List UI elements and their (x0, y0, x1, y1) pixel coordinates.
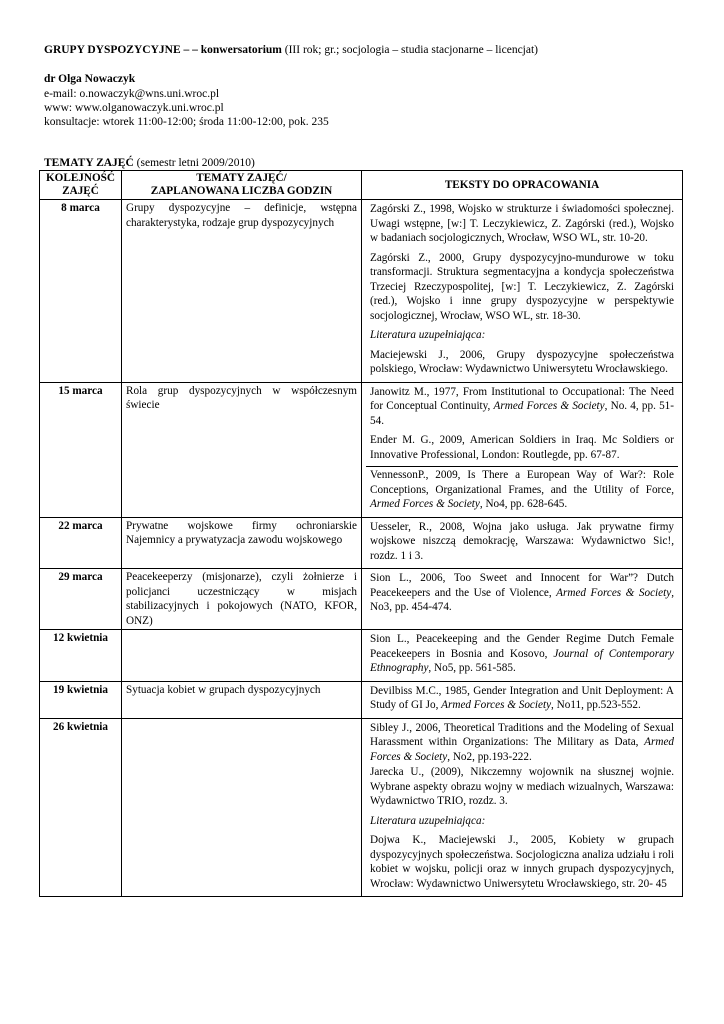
journal-title: Armed Forces & Society (493, 400, 605, 412)
header-topics-line2: ZAPLANOWANA LICZBA GODZIN (150, 185, 333, 197)
reading-citation: , No3, pp. 454-474. (370, 586, 674, 613)
reading-citation: , No5, pp. 561-585. (428, 662, 516, 674)
reading-entry (366, 631, 678, 680)
table-row (40, 382, 683, 517)
session-readings (362, 382, 683, 517)
journal-title: Armed Forces & Society (441, 699, 552, 711)
table-row (40, 718, 683, 897)
header-topics-line1: TEMATY ZAJĘĆ/ (196, 172, 287, 184)
lecturer-website: www: www.olganowaczyk.uni.wroc.pl (44, 102, 224, 114)
reading-entry: Jarecka U., (2009), Nikczemny wojownik na słusznej wojnie. Wybrane aspekty obrazu wojny w mediach wizualnych, Warszawa: Wydawnictwo TRIO, rozdz. 3. (370, 766, 674, 807)
supplementary-label: Literatura uzupełniająca: (370, 814, 486, 827)
reading-text: VennessonP., 2009, Is There a European Way of War?: Role Conceptions, Organizational Frames, and the Utility of Force, (370, 469, 674, 496)
session-topic: Sytuacja kobiet w grupach dyspozycyjnych (122, 681, 362, 718)
header-order-line2: ZAJĘĆ (62, 185, 99, 197)
session-date: 26 kwietnia (40, 718, 122, 897)
section-heading-bold: TEMATY ZAJĘĆ (44, 157, 134, 169)
table-header-row (40, 171, 683, 200)
table-row (40, 630, 683, 682)
session-readings (362, 569, 683, 630)
reading-entry: Zagórski Z., 2000, Grupy dyspozycyjno-mundurowe w toku transformacji. Struktura segmentacyjna a kondycja społeczeństwa Trzeciej Rzeczypospolitej, [w:] T. Leczykiewicz, Z. Zagórski (red.), Wojsko i inne grupy dyspozycyjne w perspektywie socjologicznej, Wrocław, WSO WL, str. 18-30. (370, 251, 674, 322)
session-readings (362, 718, 683, 897)
session-topic (122, 718, 362, 897)
reading-text: Janowitz M., 1977, From Institutional to Occupational: The Need for Conceptual Continuity, (370, 385, 674, 412)
reading-entry: Zagórski Z., 1998, Wojsko w strukturze i świadomości społecznej. Uwagi wstępne, [w:] T. Leczykiewicz, Z. Zagórski (red.), Wojsko w badaniach socjologicznych, Wrocław, WSO WL, str. 10-20. (370, 203, 674, 244)
course-title-bold: GRUPY DYSPOZYCYJNE – – konwersatorium (44, 44, 282, 56)
header-order-line1: KOLEJNOŚĆ (45, 172, 115, 184)
reading-text: Sion L., 2006, Too Sweet and Innocent for War”? Dutch Peacekeepers and the Use of Violence, (370, 572, 674, 599)
lecturer-name: dr Olga Nowaczyk (44, 73, 136, 85)
session-readings (362, 200, 683, 383)
session-topic: Peacekeeperzy (misjonarze), czyli żołnierze i policjanci uczestniczący w misjach stabilizacyjnych i pokojowych (NATO, KFOR, ONZ) (122, 569, 362, 630)
session-date: 22 marca (40, 517, 122, 569)
lecturer-email: e-mail: o.nowaczyk@wns.uni.wroc.pl (44, 88, 220, 100)
reading-text: Sion L., Peacekeeping and the Gender Regime Dutch Female Peacekeepers in Bosnia and Kosovo, (370, 633, 674, 660)
journal-title: Armed Forces & Society (370, 736, 674, 763)
table-row (40, 200, 683, 383)
table-row (40, 569, 683, 630)
session-topic (122, 630, 362, 682)
header-order (40, 171, 122, 200)
journal-title: Armed Forces & Society (370, 498, 480, 510)
supplementary-label: Literatura uzupełniająca: (370, 329, 486, 341)
table-row (40, 681, 683, 718)
session-topic: Rola grup dyspozycyjnych w współczesnym świecie (122, 382, 362, 517)
office-hours: konsultacje: wtorek 11:00-12:00; środa 11:00-12:00, pok. 235 (44, 116, 329, 128)
journal-title: Journal of Contemporary Ethnography (370, 647, 674, 674)
session-readings (362, 681, 683, 718)
table-row (40, 517, 683, 569)
reading-entry (366, 683, 678, 717)
reading-citation: , No11, pp.523-552. (551, 699, 641, 711)
session-topic: Prywatne wojskowe firmy ochroniarskie Najemnicy a prywatyzacja zawodu wojskowego (122, 517, 362, 569)
session-date: 15 marca (40, 382, 122, 517)
course-title (44, 42, 538, 58)
reading-text: Sibley J., 2006, Theoretical Traditions and the Modeling of Sexual Harassment within Organizations: The Military as Data, (370, 721, 674, 748)
session-date: 12 kwietnia (40, 630, 122, 682)
session-date: 19 kwietnia (40, 681, 122, 718)
header-readings: TEKSTY DO OPRACOWANIA (362, 171, 683, 200)
course-title-details: (III rok; gr.; socjologia – studia stacjonarne – licencjat) (281, 44, 539, 56)
reading-entry: Ender M. G., 2009, American Soldiers in Iraq. Mc Soldiers or Innovative Professional, London: Routlegde, pp. 67-87. (370, 434, 674, 461)
reading-entry (366, 384, 678, 433)
journal-title: Armed Forces & Society (556, 586, 672, 599)
reading-citation: , No. 4, pp. 51-54. (370, 400, 675, 427)
session-date: 29 marca (40, 569, 122, 630)
schedule-table (39, 170, 683, 897)
session-date: 8 marca (40, 200, 122, 383)
reading-entry (366, 720, 678, 765)
reading-citation: , No2, pp.193-222. (447, 750, 532, 763)
reading-entry: Dojwa K., Maciejewski J., 2005, Kobiety w grupach dyspozycyjnych społeczeństwa. Socjologiczna analiza udziału i roli kobiet w wojsku, policji oraz w innych grupach dyspozycyjnych, Wrocław: Wydawnictwo Uniwersytetu Wrocławskiego, str. 20- 45 (370, 834, 674, 890)
reading-entry: Uesseler, R., 2008, Wojna jako usługa. Jak prywatne firmy wojskowe niszczą demokrację, Warszawa: Wydawnictwo Sic!, rozdz. 1 i 3. (370, 520, 674, 562)
reading-citation: , No4, pp. 628-645. (479, 498, 568, 510)
session-readings (362, 630, 683, 682)
section-heading-semester: (semestr letni 2009/2010) (133, 157, 255, 169)
reading-entry (366, 466, 678, 516)
session-readings (362, 517, 683, 569)
section-heading (44, 155, 255, 171)
reading-entry: Maciejewski J., 2006, Grupy dyspozycyjne społeczeństwa polskiego, Wrocław: Wydawnictwo Uniwersytetu Wrocławskiego. (370, 348, 674, 375)
reading-entry (366, 570, 678, 619)
header-topics (122, 171, 362, 200)
session-topic: Grupy dyspozycyjne – definicje, wstępna charakterystyka, rodzaje grup dyspozycyjnych (122, 200, 362, 383)
reading-text: Devilbiss M.C., 1985, Gender Integration and Unit Deployment: A Study of GI Jo, (370, 684, 674, 711)
